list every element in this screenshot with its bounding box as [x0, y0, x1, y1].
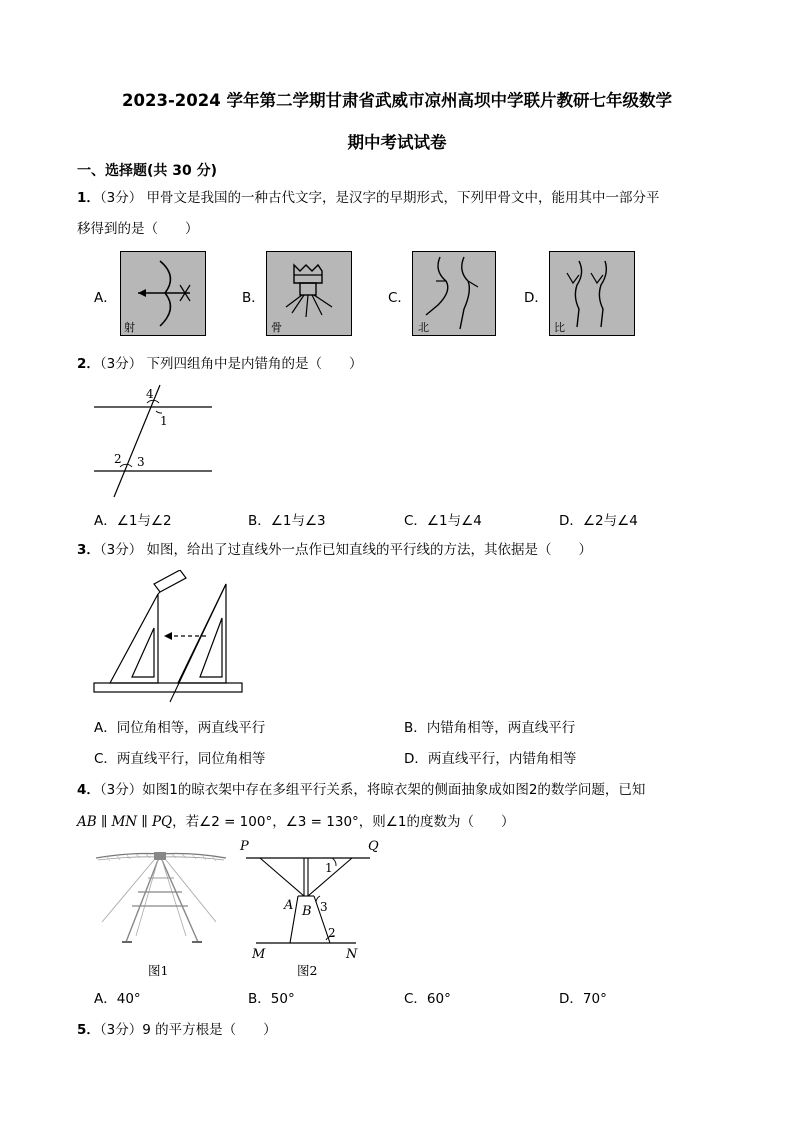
q2-figure — [90, 383, 220, 505]
q3-option-c[interactable]: C．两直线平行，同位角相等 — [94, 751, 266, 767]
q2-option-d[interactable]: D．∠2与∠4 — [559, 513, 638, 529]
q1-text-line2: 移得到的是（ ） — [77, 221, 199, 237]
q3-points: （3分） — [99, 542, 143, 558]
q4-fig-label-m: M — [252, 947, 266, 962]
q4-fig-label-n: N — [346, 947, 358, 962]
q3-option-d[interactable]: D．两直线平行，内错角相等 — [404, 751, 577, 767]
q1-number: 1． — [77, 190, 100, 206]
q3-number: 3． — [77, 542, 100, 558]
q4-fig-label-q: Q — [368, 839, 379, 854]
q4-parallel-math: AB ∥ MN ∥ PQ — [77, 814, 173, 830]
q4-text-line1: 如图1的晾衣架中存在多组平行关系，将晾衣架的侧面抽象成如图2的数学问题，已知 — [142, 782, 646, 798]
q2-points: （3分） — [99, 356, 143, 372]
q4-option-b[interactable]: B．50° — [248, 991, 295, 1007]
q1-option-d-char: 比 — [554, 321, 565, 334]
q1-option-a-char: 射 — [124, 321, 135, 334]
q1-points: （3分） — [99, 190, 143, 206]
q4-fig-label-1: 1 — [325, 861, 333, 875]
q4-stem-line2 — [77, 810, 515, 830]
q4-option-c[interactable]: C．60° — [404, 991, 451, 1007]
q1-option-c-image[interactable] — [412, 251, 496, 340]
section-title: 一、选择题(共 30 分) — [77, 163, 218, 179]
q2-fig-label-1: 1 — [160, 414, 168, 428]
q2-fig-label-2: 2 — [114, 452, 122, 466]
q5-points: （3分） — [99, 1022, 143, 1038]
q2-text: 下列四组角中是内错角的是（ ） — [146, 356, 363, 372]
q2-option-c[interactable]: C．∠1与∠4 — [404, 513, 482, 529]
q5-number: 5． — [77, 1022, 100, 1038]
page-title-line2: 期中考试试卷 — [347, 133, 447, 152]
q3-figure — [92, 570, 247, 709]
q4-figure2 — [234, 836, 390, 968]
q2-number: 2． — [77, 356, 100, 372]
q5-stem — [77, 1018, 277, 1038]
q4-text-line2: ，若∠2 = 100°，∠3 = 130°，则∠1的度数为（ ） — [172, 814, 515, 830]
q4-points: （3分） — [99, 782, 143, 798]
q2-option-b[interactable]: B．∠1与∠3 — [248, 513, 326, 529]
q1-option-a-label[interactable]: A． — [94, 290, 117, 306]
q4-fig-label-p: P — [240, 839, 249, 854]
q3-option-a[interactable]: A．同位角相等，两直线平行 — [94, 720, 266, 736]
q4-fig-label-3: 3 — [320, 900, 328, 914]
page-title-line1: 2023-2024 学年第二学期甘肃省武威市凉州高坝中学联片教研七年级数学 — [122, 91, 672, 110]
q4-fig-label-a: A — [284, 898, 294, 913]
q3-stem — [77, 538, 592, 558]
q1-option-d-image[interactable] — [549, 251, 635, 340]
q1-option-c-label[interactable]: C． — [388, 290, 411, 306]
q4-caption-fig1: 图1 — [148, 963, 169, 978]
q1-option-c-char: 北 — [418, 321, 429, 334]
q2-option-a[interactable]: A．∠1与∠2 — [94, 513, 172, 529]
q4-figure1-drying-rack — [92, 846, 230, 950]
q1-option-b-label[interactable]: B． — [242, 290, 265, 306]
q4-option-a[interactable]: A．40° — [94, 991, 141, 1007]
q1-stem-line1 — [77, 186, 660, 206]
q4-fig-label-2: 2 — [328, 926, 336, 940]
q4-number: 4． — [77, 782, 100, 798]
q1-option-b-image[interactable] — [266, 251, 352, 340]
q2-stem — [77, 352, 363, 372]
q4-fig-label-b: B — [302, 904, 312, 919]
q4-option-d[interactable]: D．70° — [559, 991, 607, 1007]
q4-caption-fig2: 图2 — [297, 963, 318, 978]
q1-option-b-char: 骨 — [271, 321, 282, 334]
q5-text: 9 的平方根是（ ） — [142, 1022, 277, 1038]
q2-fig-label-4: 4 — [146, 387, 154, 401]
q1-option-d-label[interactable]: D． — [524, 290, 548, 306]
q2-fig-label-3: 3 — [137, 455, 145, 469]
q3-text: 如图，给出了过直线外一点作已知直线的平行线的方法，其依据是（ ） — [146, 542, 593, 558]
q3-option-b[interactable]: B．内错角相等，两直线平行 — [404, 720, 576, 736]
q4-stem-line1 — [77, 778, 645, 798]
q1-text-line1: 甲骨文是我国的一种古代文字，是汉字的早期形式，下列甲骨文中，能用其中一部分平 — [146, 190, 660, 206]
q1-option-a-image[interactable] — [120, 251, 206, 340]
